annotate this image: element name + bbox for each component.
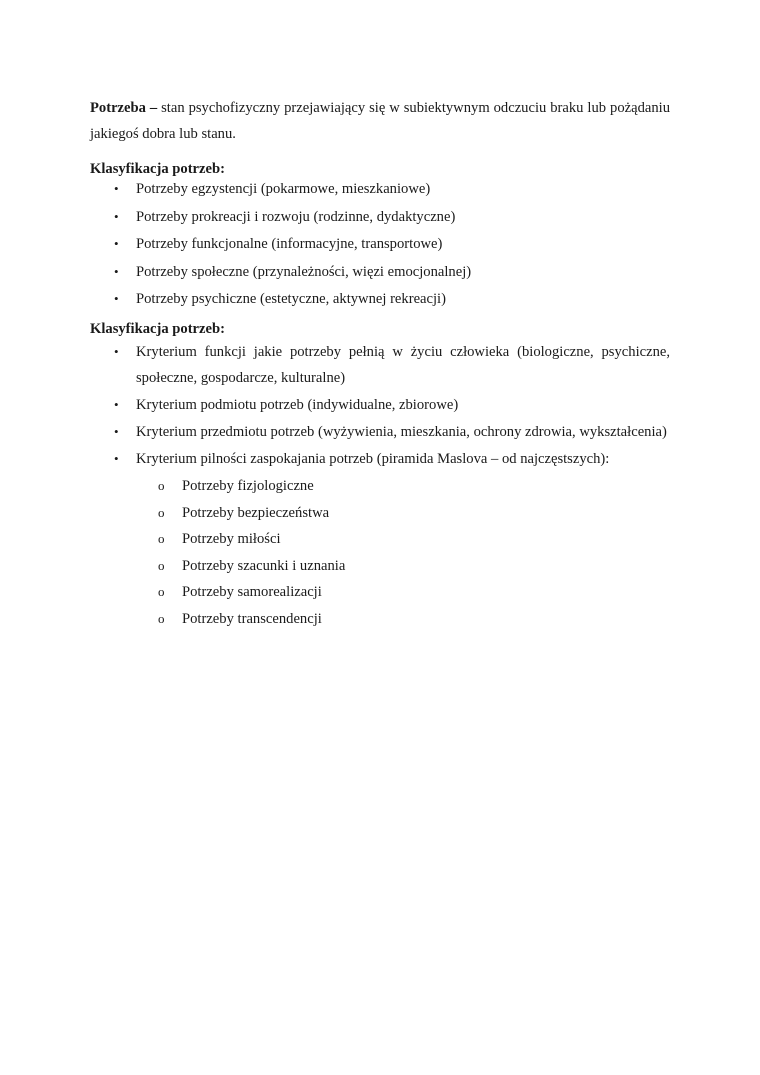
bullet-icon: • (114, 451, 119, 466)
sub-list-item (90, 579, 670, 606)
bullet-icon: • (114, 263, 119, 279)
sub-list-item (90, 500, 670, 527)
sub-list-item-text: Potrzeby samorealizacji (182, 584, 322, 600)
bullet-icon: • (114, 291, 119, 306)
list-item-text: Potrzeby psychiczne (estetyczne, aktywnej rekreacji) (136, 291, 446, 307)
list-item-text: Potrzeby prokreacji i rozwoju (rodzinne, dydaktyczne) (136, 208, 456, 225)
sub-list-item-text: Potrzeby bezpieczeństwa (182, 504, 330, 521)
bullet-icon: • (114, 236, 119, 251)
list-item-text: Potrzeby egzystencji (pokarmowe, mieszkaniowe) (136, 181, 431, 197)
bullet-icon: • (114, 181, 119, 196)
sub-list-item (90, 526, 670, 553)
sub-list-item-text: Potrzeby fizjologiczne (182, 478, 314, 494)
bullet-icon: • (114, 344, 119, 359)
sub-list-item (90, 553, 670, 580)
list-item (90, 234, 670, 254)
sub-list-item (90, 473, 670, 500)
section-1-list (90, 179, 670, 309)
document-content (90, 95, 670, 633)
circle-bullet-icon: o (158, 478, 165, 493)
list-item (90, 289, 670, 309)
definition-text: stan psychofizyczny przejawiający się w subiektywnym odczuciu braku lub pożądaniu jakiegoś dobra lub stanu. (90, 100, 670, 142)
list-item (90, 446, 670, 632)
bullet-icon: • (114, 397, 119, 412)
list-item (90, 179, 670, 199)
maslow-sublist (136, 473, 670, 632)
list-item-text: Kryterium pilności zaspokajania potrzeb (piramida Maslova – od najczęstszych): (136, 451, 610, 467)
circle-bullet-icon: o (158, 610, 165, 626)
circle-bullet-icon: o (158, 557, 165, 573)
list-item (90, 392, 670, 418)
list-item-text: Kryterium przedmiotu potrzeb (wyżywienia, mieszkania, ochrony zdrowia, wykształcenia) (136, 424, 667, 440)
list-item-text: Potrzeby społeczne (przynależności, więzi emocjonalnej) (136, 263, 472, 280)
list-item-text: Potrzeby funkcjonalne (informacyjne, transportowe) (136, 236, 443, 252)
sub-list-item (90, 606, 670, 633)
circle-bullet-icon: o (158, 504, 165, 520)
list-item (90, 339, 670, 391)
definition-paragraph (90, 95, 670, 147)
circle-bullet-icon: o (158, 531, 165, 546)
bullet-icon: • (114, 424, 119, 439)
section-2-heading: Klasyfikacja potrzeb: (90, 321, 225, 337)
list-item-text: Kryterium podmiotu potrzeb (indywidualne, zbiorowe) (136, 397, 459, 413)
list-item-text: Kryterium funkcji jakie potrzeby pełnią w życiu człowieka (biologiczne, psychiczne, społeczne, gospodarcze, kulturalne) (136, 344, 670, 386)
bullet-icon: • (114, 208, 119, 224)
list-item (90, 207, 670, 227)
section-2-list (90, 339, 670, 632)
sub-list-item-text: Potrzeby transcendencji (182, 610, 322, 627)
sub-list-item-text: Potrzeby miłości (182, 531, 281, 547)
definition-term: Potrzeba – (90, 100, 158, 116)
section-1-heading: Klasyfikacja potrzeb: (90, 161, 225, 177)
sub-list-item-text: Potrzeby szacunki i uznania (182, 557, 346, 574)
circle-bullet-icon: o (158, 584, 165, 599)
list-item (90, 419, 670, 445)
list-item (90, 262, 670, 282)
